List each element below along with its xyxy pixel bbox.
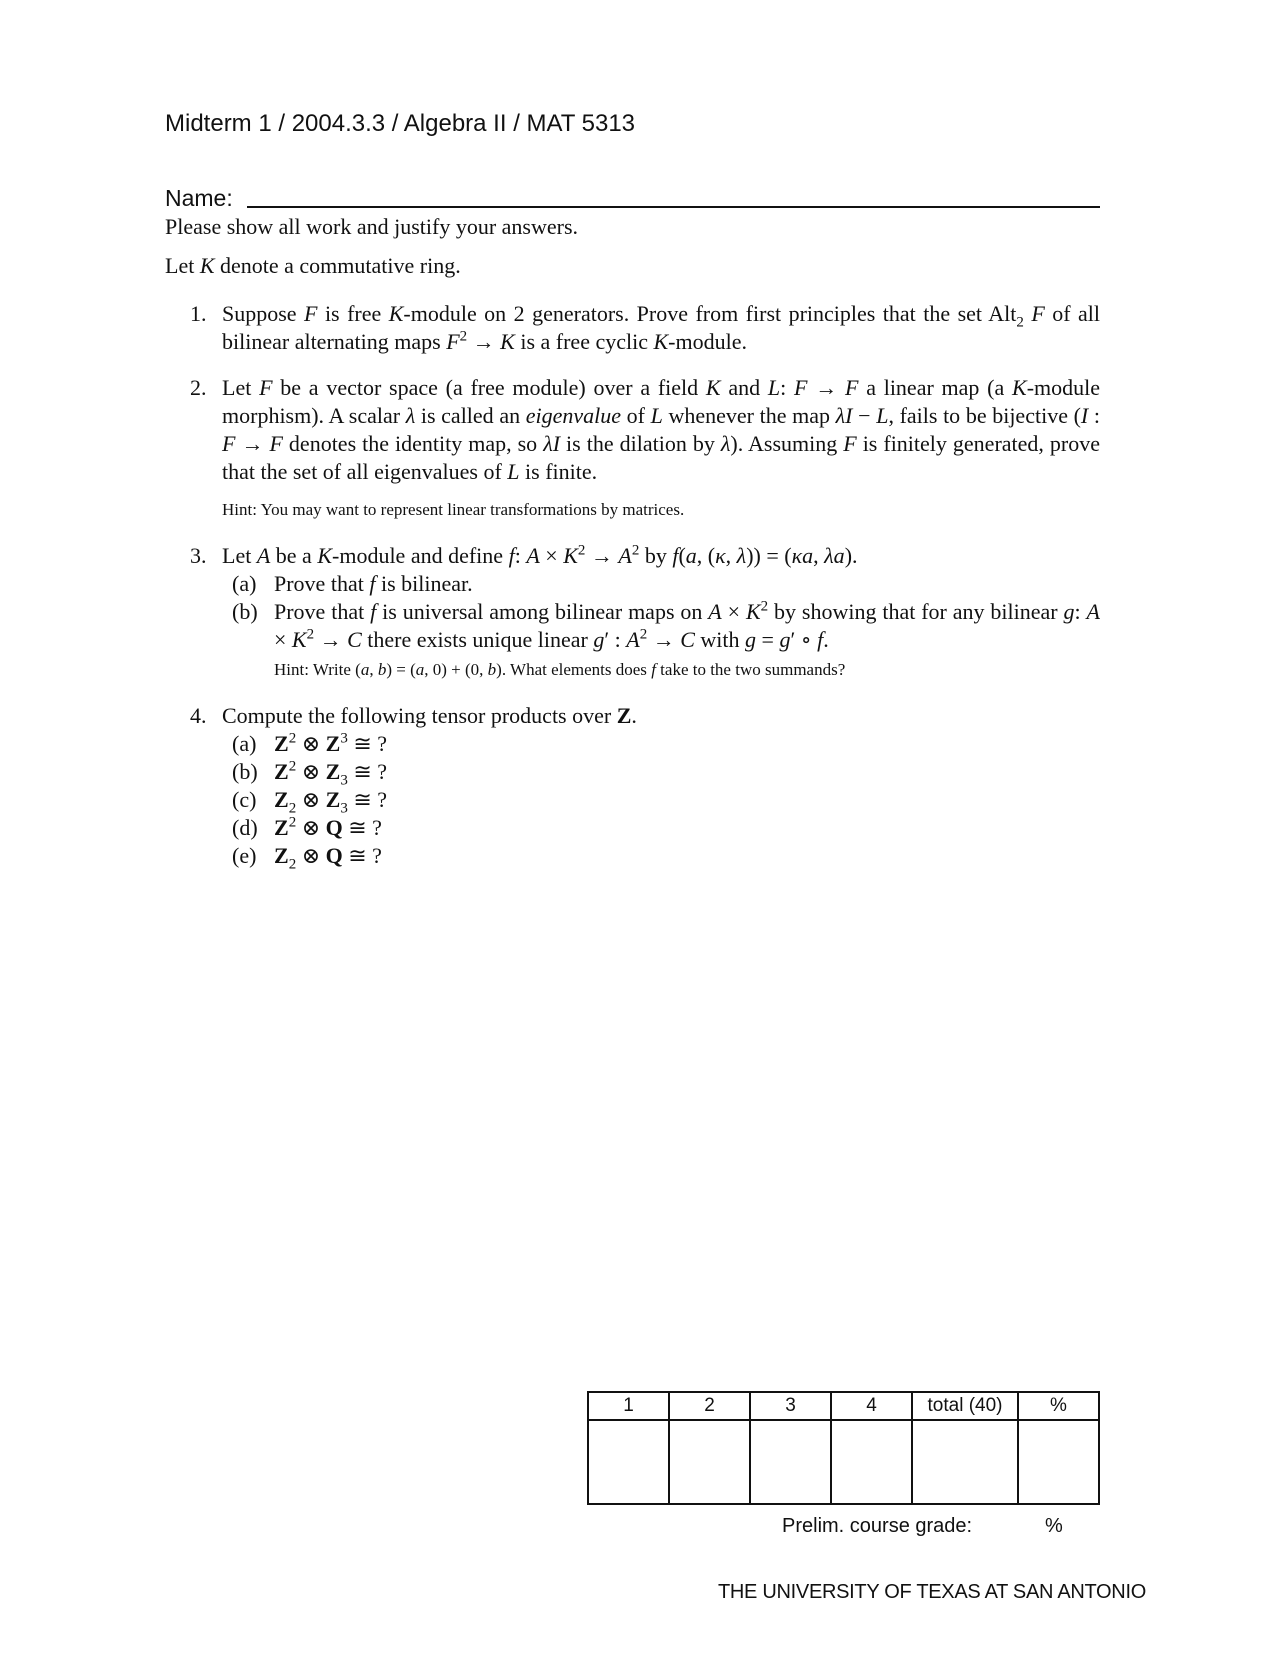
problem-2 [190,374,1100,524]
problem-3b-text: Prove that f is universal among bilinear maps on $A \times K^2$ by showing that for any bilinear g: $A \times K^2 \to C$ there exists unique linear g′ : $A^2 \to C$ with g = g′ ∘ f. [274,598,1100,652]
part-label: (c) [232,787,257,812]
grade-header-cell: total (40) [912,1392,1018,1420]
part-label: (b) [232,759,258,784]
grade-header-cell: 1 [588,1392,669,1420]
problem-3-hint: Hint: Write (a, b) = (a, 0) + (0, b). What elements does f take to the two summands? [274,660,846,679]
part-label: (a) [232,731,257,756]
name-label: Name: [165,185,233,211]
part-label: (a) [232,571,257,596]
preamble: Let K denote a commutative ring. [165,253,461,278]
problem-3 [190,542,1100,684]
instructions: Please show all work and justify your answers. [165,214,579,239]
problem-4-text: Compute the following tensor products over Z. [222,703,637,728]
score-cell-1[interactable] [588,1420,669,1504]
grade-header-cell: 4 [831,1392,912,1420]
score-cell-2[interactable] [669,1420,750,1504]
name-field [165,185,1100,215]
problem-number: 2. [190,375,207,400]
problem-3b [222,598,1100,654]
score-cell-total[interactable] [912,1420,1018,1504]
problem-4d: (d) $Z^2$ ⊗ Q ≅ ? [232,814,382,840]
grade-header-cell: 2 [669,1392,750,1420]
grade-table-score-row [588,1420,1099,1504]
problem-3a [222,570,1100,598]
problem-2-text: Let F be a vector space (a free module) over a field K and L: F → F a linear map (a K-module morphism). A scalar λ is called an eigenvalue of L whenever the map λI − L, fails to be bijective (I : F → F denotes the identity map, so λI is the dilation by λ). Assuming F is finitely generated, prove that the set of all eigenvalues of L is finite. [222,375,1101,484]
grade-table [587,1391,1100,1505]
part-label: (d) [232,815,258,840]
problem-3a-text: Prove that f is bilinear. [274,571,473,596]
problem-4e: (e) $Z_2$ ⊗ Q ≅ ? [232,843,382,873]
problem-number: 3. [190,543,207,568]
problem-number: 1. [190,301,207,326]
score-cell-percent[interactable] [1018,1420,1099,1504]
problem-3-text: Let A be a K-module and define f: $A \times K^2 \to A^2$ by f(a, (κ, λ)) = (κa, λa). [222,542,858,568]
problem-4b: (b) $Z^2$ ⊗ $Z_3$ ≅ ? [232,758,388,789]
problem-4a: (a) $Z^2$ ⊗ $Z^3$ ≅ ? [232,730,388,756]
grade-header-cell: % [1018,1392,1099,1420]
prelim-grade-unit: % [1045,1515,1063,1537]
problem-4c: (c) $Z_2$ ⊗ $Z_3$ ≅ ? [232,787,388,817]
part-label: (b) [232,599,258,624]
problem-1-text: Suppose F is free K-module on 2 generators. Prove from first principles that the set Alt$_2$ F of all bilinear alternating maps $F^2 \to K$ is a free cyclic K-module. [222,301,1101,354]
problem-number: 4. [190,703,207,728]
problem-list [190,300,1100,888]
part-label: (e) [232,843,257,868]
name-input-line[interactable] [247,206,1100,208]
grade-header-cell: 3 [750,1392,831,1420]
score-cell-3[interactable] [750,1420,831,1504]
problem-4 [190,702,1100,873]
score-cell-4[interactable] [831,1420,912,1504]
problem-2-hint: Hint: You may want to represent linear transformations by matrices. [222,500,685,519]
problem-1 [190,300,1100,356]
exam-header: Midterm 1 / 2004.3.3 / Algebra II / MAT 5313 [165,110,636,137]
prelim-grade-label: Prelim. course grade: [782,1515,973,1537]
grade-table-header-row [588,1392,1099,1420]
university-footer: THE UNIVERSITY OF TEXAS AT SAN ANTONIO [718,1581,1146,1603]
